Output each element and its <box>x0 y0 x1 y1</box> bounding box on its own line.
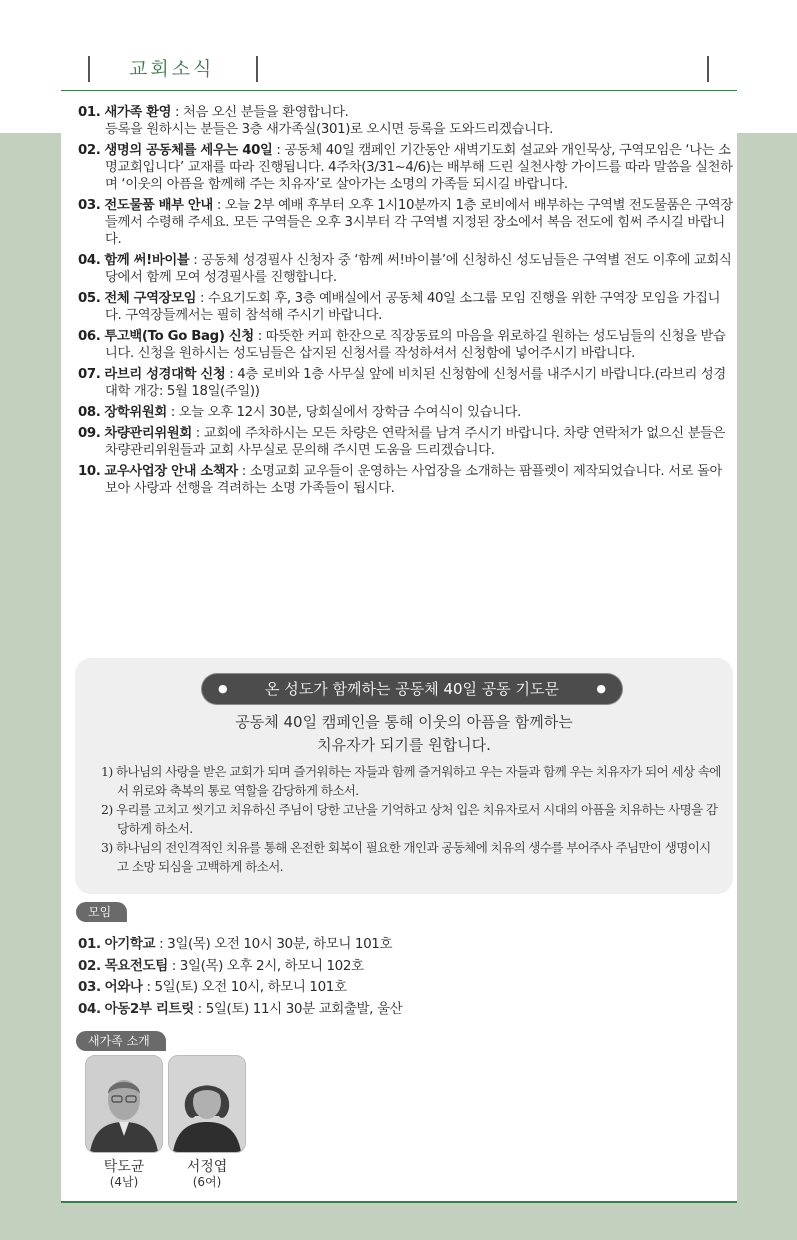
item-title: 아동2부 리트릿 <box>104 1000 194 1017</box>
newcomer-card <box>85 1055 163 1190</box>
prayer-title: 온 성도가 함께하는 공동체 40일 공동 기도문 <box>264 680 560 698</box>
item-number: 03. <box>78 979 101 995</box>
item-number: 02. <box>78 143 101 158</box>
item-text: : 3일(목) 오전 10시 30분, 하모니 101호 <box>155 936 393 952</box>
news-item <box>78 425 733 459</box>
page <box>61 0 737 1203</box>
person-silhouette-icon <box>86 1056 162 1152</box>
item-title: 아기학교 <box>104 936 156 952</box>
section-header <box>61 50 737 91</box>
member-info: (6여) <box>192 1175 222 1189</box>
item-title: 함께 써!바이블 <box>104 253 190 268</box>
prayer-subtitle: 공동체 40일 캠페인을 통해 이웃의 아픔을 함께하는 <box>235 713 573 731</box>
news-item <box>78 366 733 400</box>
news-item <box>78 328 733 362</box>
item-text: : 따뜻한 커피 한잔으로 직장동료의 마음을 위로하길 원하는 성도님들의 신청을 받습니다. 신청을 원하시는 성도님들은 삽지된 신청서를 작성하셔서 신청함에 넣어주시기 바랍니다. <box>105 329 726 361</box>
item-text: : 오늘 2부 예배 후부터 오후 1시10분까지 1층 로비에서 배부하는 구역별 전도물품은 구역장들께서 수령해 주세요. 모든 구역들은 오후 3시부터 각 구역별 지정된 장소에서 복음 전도에 힘써 주시길 바랍니다. <box>105 198 733 247</box>
item-number: 01. <box>78 105 101 120</box>
item-number: 06. <box>78 329 101 344</box>
item-number: 08. <box>78 405 101 420</box>
item-title: 전체 구역장모임 <box>104 291 197 306</box>
item-title: 어와나 <box>104 979 143 995</box>
prayer-item: 1) 하나님의 사랑을 받은 교회가 되며 즐거워하는 자들과 함께 즐거워하고 우는 자들과 함께 우는 치유자가 되어 세상 속에서 위로와 축복의 통로 역할을 감당하게 하소서. <box>101 764 721 798</box>
item-text: : 처음 오신 분들을 환영합니다. <box>171 105 349 120</box>
item-text: : 공동체 성경필사 신청자 중 ‘함께 써!바이블’에 신청하신 성도님들은 구역별 전도 이후에 교회식당에서 함께 모여 성경필사를 진행합니다. <box>105 253 732 285</box>
meeting-item <box>78 934 402 956</box>
item-text: : 교회에 주차하시는 모든 차량은 연락처를 남겨 주시기 바랍니다. 차량 연락처가 없으신 분들은 차량관리위원들과 교회 사무실로 문의해 주시면 도움을 드리겠습니다. <box>105 426 726 458</box>
item-number: 04. <box>78 253 101 268</box>
item-number: 05. <box>78 291 101 306</box>
item-number: 01. <box>78 936 101 952</box>
item-title: 장학위원회 <box>104 405 167 420</box>
item-text: : 공동체 40일 캠페인 기간동안 새벽기도회 설교와 개인묵상, 구역모임은 ‘나는 소명교회입니다’ 교재를 따라 진행됩니다. 4주차(3/31~4/6)는 배부해 드린 실천사항 가이드를 따라 말씀을 실천하며 ‘이웃의 아픔을 함께해 주는 치유자’로 살아가는 소명의 가족들 되시길 바랍니다. <box>105 143 733 192</box>
prayer-item: 3) 하나님의 전인격적인 치유를 통해 온전한 회복이 필요한 개인과 공동체에 치유의 생수를 부어주사 주님만이 생명이시고 소망 되심을 고백하게 하소서. <box>101 840 711 874</box>
section-title: 교회소식 <box>129 58 215 80</box>
news-item <box>78 252 733 286</box>
bullet-icon: ● <box>218 682 228 695</box>
prayer-title-pill <box>202 674 622 704</box>
prayer-list <box>101 762 721 876</box>
item-title: 전도물품 배부 안내 <box>104 198 213 213</box>
news-list <box>78 104 733 501</box>
member-photo <box>85 1055 163 1153</box>
item-number: 09. <box>78 426 101 441</box>
header-divider <box>256 56 258 82</box>
person-silhouette-icon <box>169 1056 245 1152</box>
item-title: 교우사업장 안내 소책자 <box>104 464 238 479</box>
item-text: 등록을 원하시는 분들은 3층 새가족실(301)로 오시면 등록을 도와드리겠습니다. <box>105 122 553 137</box>
item-number: 04. <box>78 1000 101 1017</box>
newcomer-card <box>168 1055 246 1190</box>
news-item <box>78 142 733 193</box>
news-item <box>78 404 733 421</box>
item-text: : 4층 로비와 1층 사무실 앞에 비치된 신청함에 신청서를 내주시기 바랍니다.(라브리 성경대학 개강: 5월 18일(주일)) <box>105 367 726 399</box>
meetings-list <box>78 934 402 1020</box>
item-number: 02. <box>78 957 101 974</box>
prayer-box <box>75 658 733 894</box>
meeting-item <box>78 977 402 999</box>
item-title: 목요전도팀 <box>104 957 168 974</box>
newcomers-tag: 새가족 소개 <box>76 1031 166 1051</box>
news-item <box>78 104 733 138</box>
meetings-tag: 모임 <box>76 902 127 922</box>
header-divider <box>707 56 709 82</box>
item-number: 03. <box>78 198 101 213</box>
news-item <box>78 463 733 497</box>
news-item <box>78 290 733 324</box>
bullet-icon: ● <box>596 682 606 695</box>
item-title: 투고백(To Go Bag) 신청 <box>104 329 254 344</box>
item-text: : 소명교회 교우들이 운영하는 사업장을 소개하는 팜플렛이 제작되었습니다. 서로 돌아보아 사랑과 선행을 격려하는 소명 가족들이 됩시다. <box>105 464 723 496</box>
item-text: : 5일(토) 11시 30분 교회출발, 울산 <box>193 1000 403 1017</box>
meeting-item <box>78 956 402 978</box>
item-text: : 3일(목) 오후 2시, 하모니 102호 <box>167 957 364 974</box>
item-title: 생명의 공동체를 세우는 40일 <box>104 143 273 158</box>
item-text: : 오늘 오후 12시 30분, 당회실에서 장학금 수여식이 있습니다. <box>166 405 521 420</box>
item-title: 새가족 환영 <box>104 105 172 120</box>
item-text: : 5일(토) 오전 10시, 하모니 101호 <box>142 979 347 995</box>
news-item <box>78 197 733 248</box>
member-photo <box>168 1055 246 1153</box>
item-text: : 수요기도회 후, 3층 예배실에서 공동체 40일 소그룹 모임 진행을 위한 구역장 모임을 가집니다. 구역장들께서는 필히 참석해 주시기 바랍니다. <box>105 291 721 323</box>
member-name: 탁도균 <box>103 1159 145 1175</box>
item-title: 라브리 성경대학 신청 <box>104 367 226 382</box>
item-title: 차량관리위원회 <box>104 426 192 441</box>
item-number: 10. <box>78 464 101 479</box>
meeting-item <box>78 999 402 1021</box>
member-name: 서정엽 <box>186 1159 228 1175</box>
prayer-subtitle: 치유자가 되기를 원합니다. <box>317 736 491 754</box>
item-number: 07. <box>78 367 101 382</box>
prayer-item: 2) 우리를 고치고 씻기고 치유하신 주님이 당한 고난을 기억하고 상처 입은 치유자로서 시대의 아픔을 치유하는 사명을 감당하게 하소서. <box>101 802 718 836</box>
footer-rule <box>61 1201 737 1203</box>
header-divider <box>88 56 90 82</box>
member-info: (4남) <box>109 1175 139 1189</box>
